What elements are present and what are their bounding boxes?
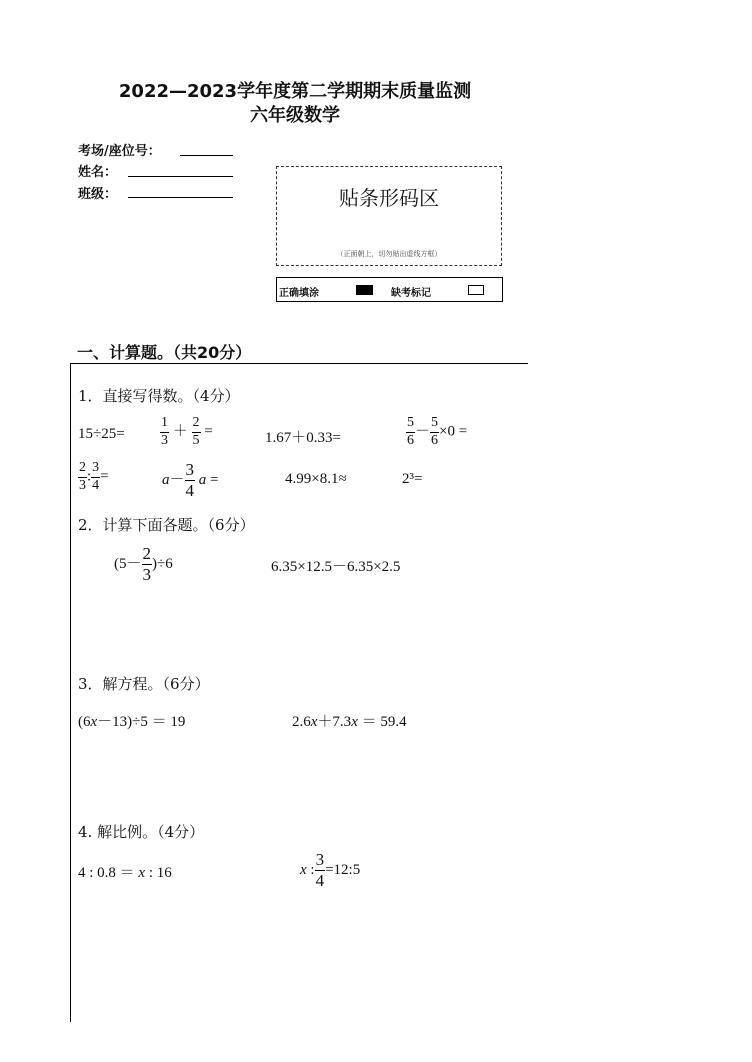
name-field[interactable] (128, 176, 233, 177)
q2-expr-1: (5－ $\frac{2}{3}$ )÷6 (114, 544, 173, 584)
q3-expr-1: (6x－13)÷5 ＝ 19 (78, 714, 186, 730)
class-label: 班级： (78, 187, 118, 202)
q1-expr-1: 15÷25= (78, 426, 125, 442)
correct-fill-label: 正确填涂 (279, 288, 319, 299)
q2-expr-2: 6.35×12.5－6.35×2.5 (271, 559, 401, 575)
q3-title: 3．解方程。（6分） (78, 675, 210, 693)
q1-expr-4: $\frac{5}{6}$ － $\frac{5}{6}$ ×0 = (407, 415, 468, 448)
q1-expr-6: a－ $\frac{3}{4}$ a = (162, 460, 219, 500)
frame-left-line (70, 363, 71, 1022)
frame-top-line (70, 363, 528, 364)
page-subtitle: 六年级数学 (250, 105, 340, 126)
barcode-note: （正面朝上，切勿贴出虚线方框） (336, 250, 442, 258)
name-label: 姓名： (78, 165, 118, 180)
q1-expr-7: 4.99×8.1≈ (285, 471, 347, 487)
q4-expr-1: 4 : 0.8 ＝ x : 16 (78, 865, 172, 881)
q1-expr-2: $\frac{1}{3}$ ＋ $\frac{2}{5}$ = (161, 415, 213, 448)
q2-title: 2．计算下面各题。（6分） (78, 516, 255, 534)
absent-mark-label: 缺考标记 (391, 288, 431, 299)
q4-expr-2: x : $\frac{3}{4}$ =12:5 (300, 850, 361, 890)
q4-title: 4. 解比例。（4分） (78, 823, 205, 841)
q1-expr-8: 2³= (402, 471, 423, 487)
seat-label: 考场/座位号： (78, 144, 161, 159)
absent-checkbox[interactable] (468, 285, 484, 295)
q3-expr-2: 2.6x＋7.3x ＝ 59.4 (292, 714, 407, 730)
class-field[interactable] (128, 197, 233, 198)
q1-expr-3: 1.67＋0.33= (265, 430, 341, 446)
filled-mark-sample (356, 285, 373, 295)
q1-expr-5: $\frac{2}{3}$ : $\frac{3}{4}$ = (79, 460, 109, 493)
barcode-title: 贴条形码区 (339, 186, 439, 210)
seat-field[interactable] (180, 155, 233, 156)
page-title: 2022—2023学年度第二学期期末质量监测 (118, 81, 472, 102)
q1-title: 1．直接写得数。（4分） (78, 387, 240, 405)
section-title: 一、计算题。（共20分） (77, 343, 252, 362)
